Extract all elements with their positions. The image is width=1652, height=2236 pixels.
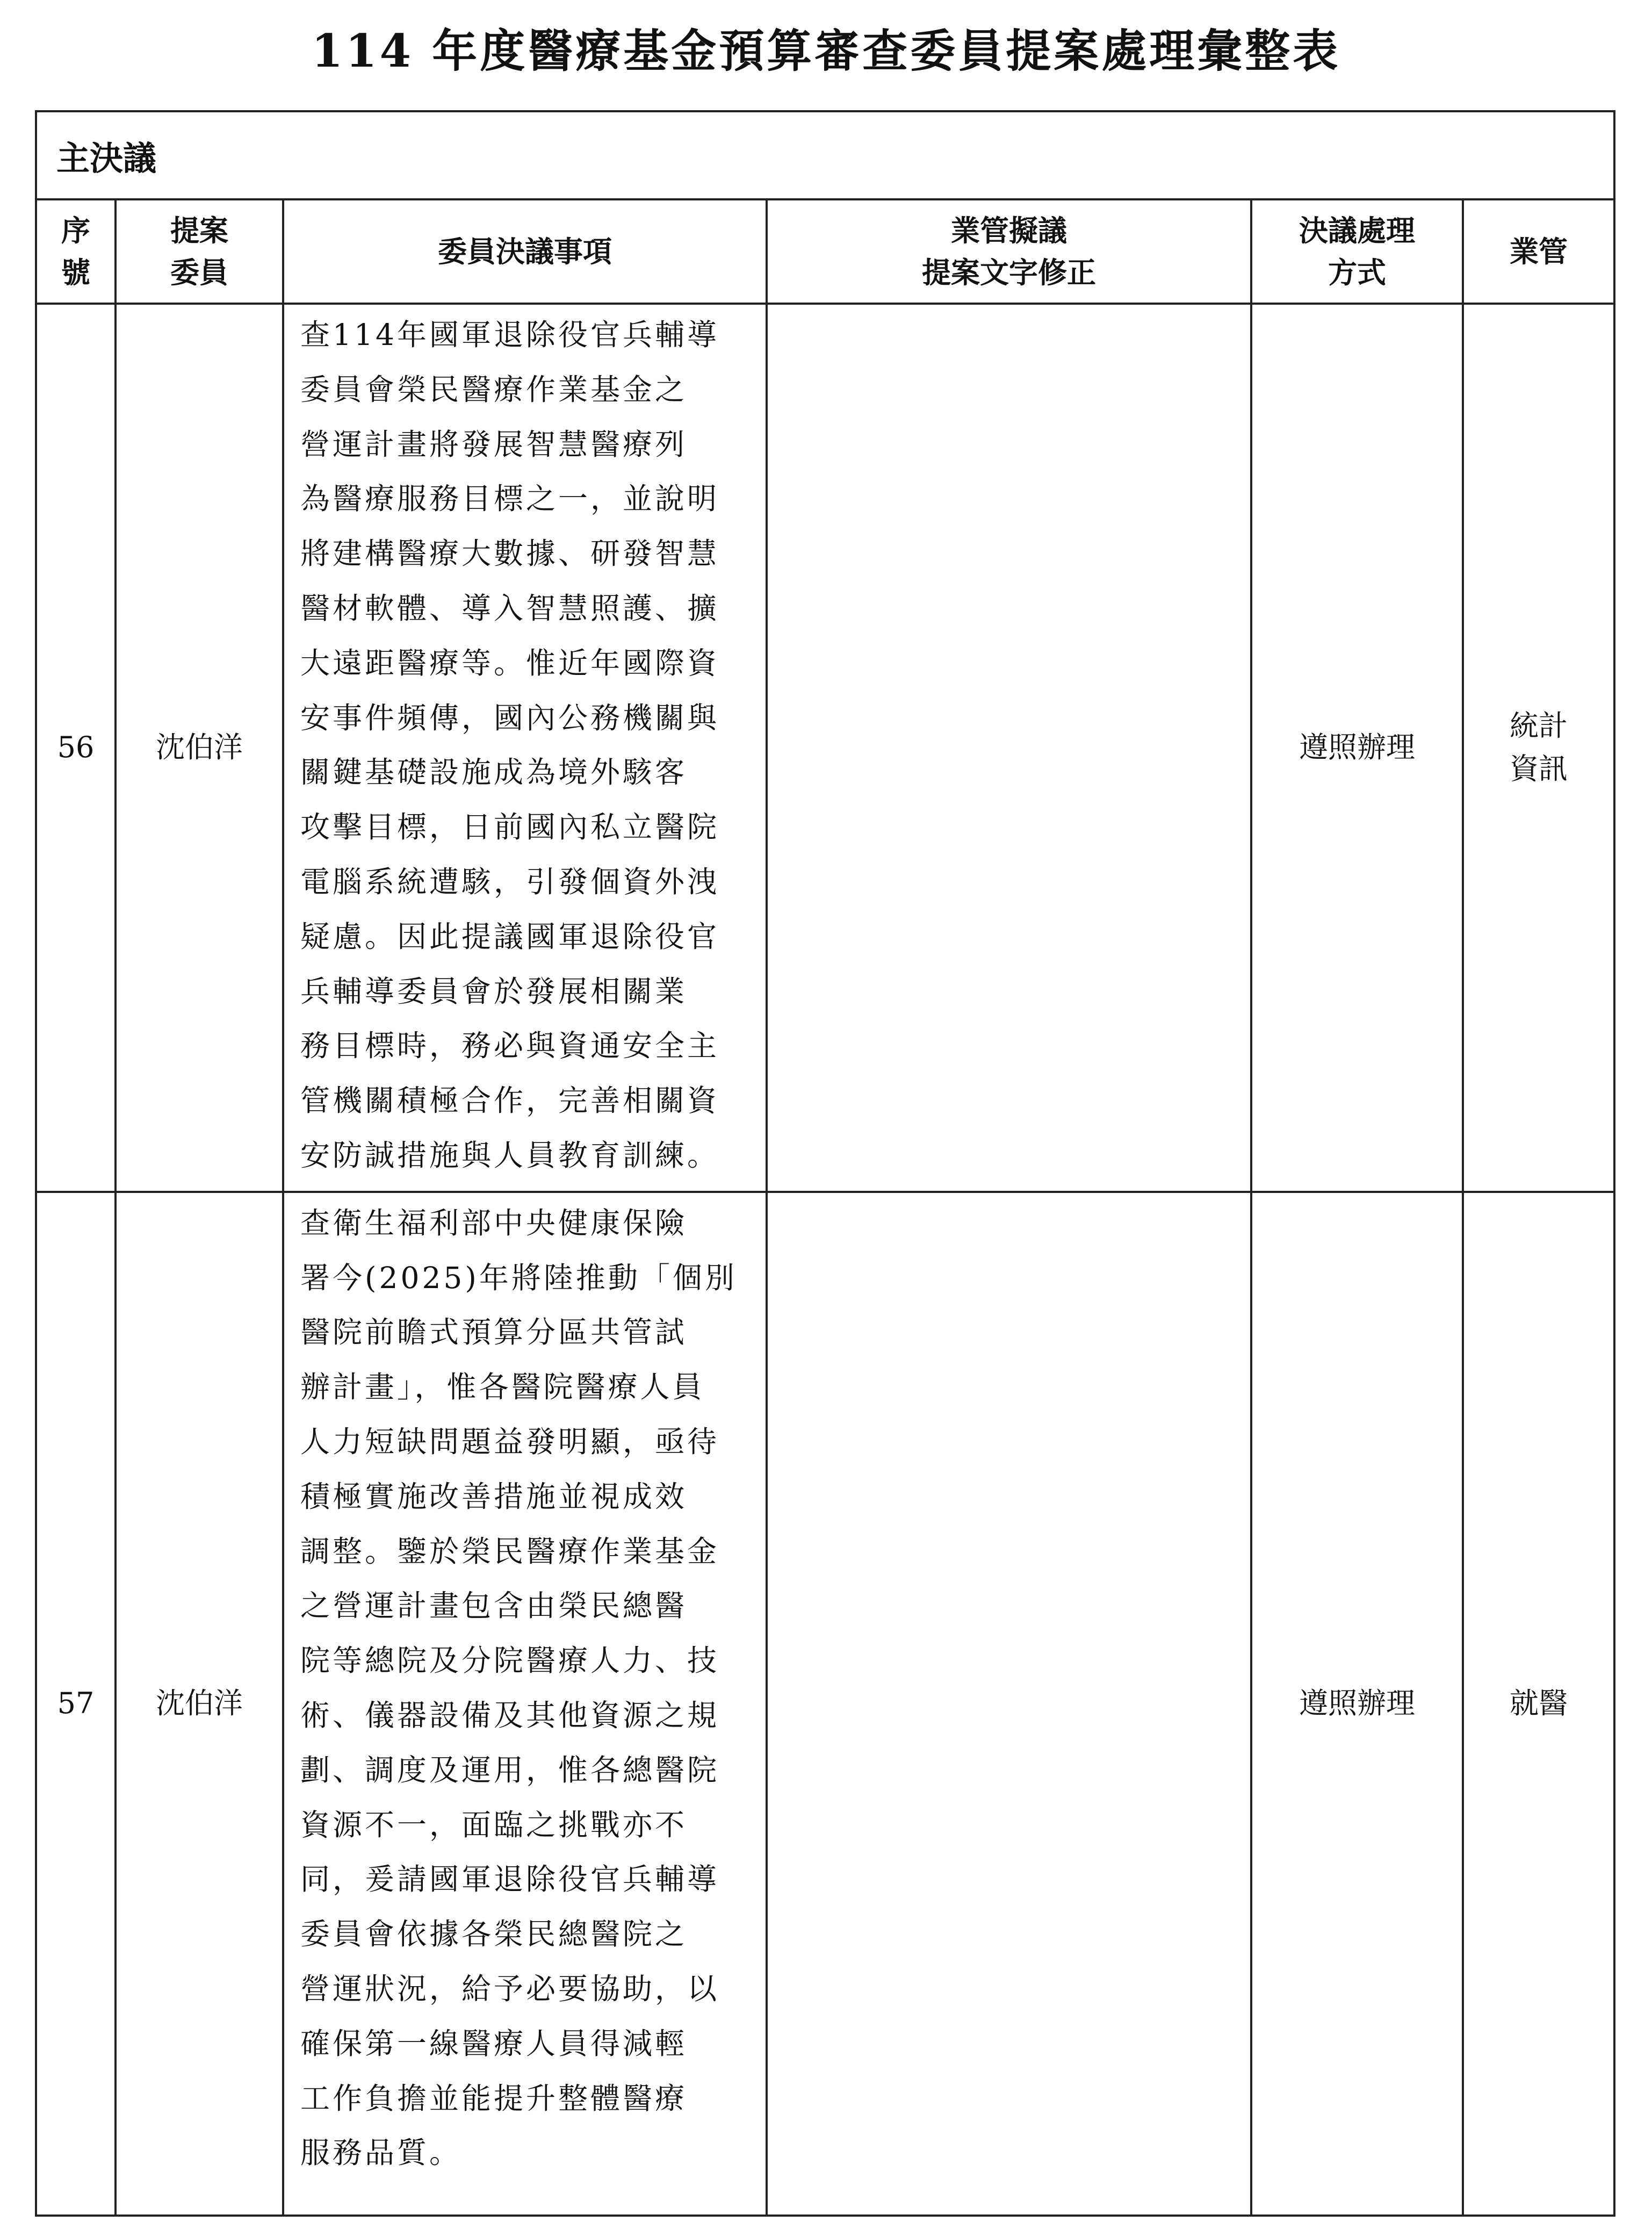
row-member: 沈伯洋	[116, 1192, 283, 2216]
header-row	[36, 199, 1614, 304]
row-resolution: 查114年國軍退除役官兵輔導 委員會榮民醫療作業基金之 營運計畫將發展智慧醫療列 為醫療服務目標之一，並說明 將建構醫療大數據、研發智慧 醫材軟體、導入智慧照護、擴 大遠距醫療等。惟近年國際資 安事件頻傳，國內公務機關與 關鍵基礎設施成為境外駭客 攻擊目標，日前國內私立醫院 電腦系統遭駭，引發個資外洩 疑慮。因此提議國軍退除役官 兵輔導委員會於發展相關業 務目標時，務必與資通安全主 管機關積極合作，完善相關資 安防誠措施與人員教育訓練。	[283, 304, 767, 1192]
row-revision	[767, 304, 1251, 1192]
header-seq: 序 號	[36, 199, 116, 304]
table-row	[36, 304, 1614, 1192]
section-row	[36, 111, 1614, 199]
header-handling: 決議處理 方式	[1251, 199, 1463, 304]
header-member: 提案 委員	[116, 199, 283, 304]
row-resolution: 查衛生福利部中央健康保險 署今(2025)年將陸推動「個別 醫院前瞻式預算分區共管試 辦計畫」，惟各醫院醫療人員 人力短缺問題益發明顯，亟待 積極實施改善措施並視成效 調整。鑒於榮民醫療作業基金 之營運計畫包含由榮民總醫 院等總院及分院醫療人力、技 術、儀器設備及其他資源之規 劃、調度及運用，惟各總醫院 資源不一，面臨之挑戰亦不 同，爰請國軍退除役官兵輔導 委員會依據各榮民總醫院之 營運狀況，給予必要協助，以 確保第一線醫療人員得減輕 工作負擔並能提升整體醫療 服務品質。	[283, 1192, 767, 2216]
header-resolution: 委員決議事項	[283, 199, 767, 304]
row-seq: 56	[36, 304, 116, 1192]
row-member: 沈伯洋	[116, 304, 283, 1192]
row-dept: 統計 資訊	[1463, 304, 1614, 1192]
row-handling: 遵照辦理	[1251, 1192, 1463, 2216]
header-dept: 業管	[1463, 199, 1614, 304]
header-revision: 業管擬議 提案文字修正	[767, 199, 1251, 304]
row-handling: 遵照辦理	[1251, 304, 1463, 1192]
row-dept: 就醫	[1463, 1192, 1614, 2216]
section-heading: 主決議	[36, 111, 1614, 199]
proposal-table	[35, 110, 1615, 2217]
table-row	[36, 1192, 1614, 2216]
row-revision	[767, 1192, 1251, 2216]
page-title: 114 年度醫療基金預算審查委員提案處理彙整表	[311, 24, 1341, 77]
row-seq: 57	[36, 1192, 116, 2216]
